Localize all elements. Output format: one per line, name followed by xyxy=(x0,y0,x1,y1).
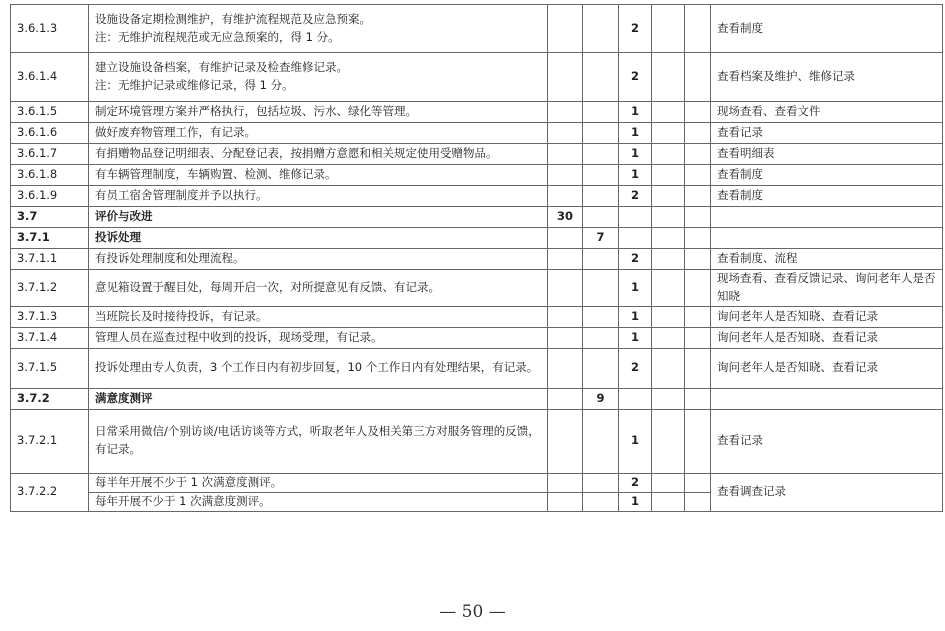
content-line: 评价与改进 xyxy=(95,209,153,224)
score-cell-e xyxy=(685,207,711,228)
table-row xyxy=(11,327,943,348)
table-row xyxy=(11,473,943,492)
method-line: 查看制度 xyxy=(717,188,763,203)
score-cell-d xyxy=(652,228,685,249)
item-content xyxy=(89,53,548,102)
evaluation-method xyxy=(711,186,943,207)
standards-table-container xyxy=(10,4,942,512)
content-line: 有车辆管理制度，车辆购置、检测、维修记录。 xyxy=(95,167,337,182)
score-cell-c: 2 xyxy=(619,186,652,207)
score-cell-a xyxy=(548,409,583,473)
score-cell-a xyxy=(548,5,583,53)
content-line: 满意度测评 xyxy=(95,390,153,405)
item-content xyxy=(89,249,548,270)
method-line: 查看制度、流程 xyxy=(717,251,798,266)
score-cell-a xyxy=(548,249,583,270)
table-row xyxy=(11,249,943,270)
table-body xyxy=(11,5,943,512)
score-cell-a xyxy=(548,165,583,186)
score-cell-e xyxy=(685,144,711,165)
score-cell-c: 1 xyxy=(619,327,652,348)
score-cell-c: 1 xyxy=(619,270,652,307)
item-content xyxy=(89,207,548,228)
item-content xyxy=(89,270,548,307)
score-cell-a xyxy=(548,473,583,492)
score-cell-d xyxy=(652,123,685,144)
score-cell-e xyxy=(685,102,711,123)
method-line: 查看制度 xyxy=(717,20,763,35)
score-cell-e xyxy=(685,327,711,348)
evaluation-method xyxy=(711,270,943,307)
table-row xyxy=(11,5,943,53)
score-cell-c: 1 xyxy=(619,492,652,511)
score-cell-b xyxy=(583,270,619,307)
content-line: 当班院长及时接待投诉，有记录。 xyxy=(95,308,268,323)
score-cell-d xyxy=(652,5,685,53)
item-id: 3.6.1.5 xyxy=(11,102,89,123)
score-cell-d xyxy=(652,144,685,165)
item-id: 3.7 xyxy=(11,207,89,228)
item-content xyxy=(89,102,548,123)
score-cell-b xyxy=(583,327,619,348)
method-line: 查看记录 xyxy=(717,433,763,448)
item-id: 3.7.1.3 xyxy=(11,306,89,327)
score-cell-e xyxy=(685,270,711,307)
score-cell-d xyxy=(652,327,685,348)
item-content xyxy=(89,388,548,409)
evaluation-method xyxy=(711,207,943,228)
score-cell-a xyxy=(548,144,583,165)
score-cell-d xyxy=(652,388,685,409)
method-line: 询问老年人是否知晓、查看记录 xyxy=(717,308,878,323)
score-cell-c: 1 xyxy=(619,123,652,144)
method-line: 现场查看、查看反馈记录、询问老年人是否知晓 xyxy=(717,271,936,303)
content-line: 有捐赠物品登记明细表、分配登记表，按捐赠方意愿和相关规定使用受赠物品。 xyxy=(95,146,498,161)
standards-table xyxy=(10,4,943,512)
score-cell-b xyxy=(583,186,619,207)
content-line: 有员工宿舍管理制度并予以执行。 xyxy=(95,188,268,203)
score-cell-b xyxy=(583,348,619,388)
score-cell-e xyxy=(685,123,711,144)
score-cell-b xyxy=(583,473,619,492)
score-cell-e xyxy=(685,186,711,207)
score-cell-c: 1 xyxy=(619,144,652,165)
score-cell-b: 7 xyxy=(583,228,619,249)
content-line: 意见箱设置于醒目处，每周开启一次，对所提意见有反馈、有记录。 xyxy=(95,279,440,294)
item-content xyxy=(89,327,548,348)
score-cell-d xyxy=(652,473,685,492)
content-line: 建立设施设备档案，有维护记录及检查维修记录。 xyxy=(95,60,348,75)
item-id: 3.7.1.4 xyxy=(11,327,89,348)
item-id: 3.6.1.9 xyxy=(11,186,89,207)
item-content xyxy=(89,306,548,327)
evaluation-method xyxy=(711,165,943,186)
score-cell-d xyxy=(652,186,685,207)
score-cell-a xyxy=(548,186,583,207)
score-cell-e xyxy=(685,249,711,270)
score-cell-e xyxy=(685,165,711,186)
table-row xyxy=(11,144,943,165)
content-line: 日常采用微信/个别访谈/电话访谈等方式，听取老年人及相关第三方对服务管理的反馈，有记录。 xyxy=(95,424,540,457)
score-cell-a xyxy=(548,53,583,102)
method-line: 查看记录 xyxy=(717,125,763,140)
content-line: 有投诉处理制度和处理流程。 xyxy=(95,251,245,266)
evaluation-method xyxy=(711,409,943,473)
method-line: 查看档案及维护、维修记录 xyxy=(717,69,855,84)
score-cell-a xyxy=(548,123,583,144)
score-cell-a xyxy=(548,388,583,409)
method-line: 询问老年人是否知晓、查看记录 xyxy=(717,360,878,375)
content-line: 投诉处理由专人负责，3 个工作日内有初步回复，10 个工作日内有处理结果，有记录。 xyxy=(95,360,539,375)
score-cell-d xyxy=(652,270,685,307)
score-cell-b xyxy=(583,306,619,327)
evaluation-method: 查看调查记录 xyxy=(711,473,943,511)
score-cell-e xyxy=(685,306,711,327)
score-cell-a xyxy=(548,327,583,348)
score-cell-d xyxy=(652,102,685,123)
table-row xyxy=(11,123,943,144)
table-row xyxy=(11,388,943,409)
content-line: 做好废弃物管理工作，有记录。 xyxy=(95,125,256,140)
content-line: 注：无维护记录或维修记录，得 1 分。 xyxy=(95,78,294,92)
score-cell-c xyxy=(619,207,652,228)
score-cell-a xyxy=(548,492,583,511)
table-row xyxy=(11,228,943,249)
score-cell-b: 9 xyxy=(583,388,619,409)
score-cell-c: 2 xyxy=(619,473,652,492)
table-row xyxy=(11,409,943,473)
evaluation-method xyxy=(711,306,943,327)
evaluation-method xyxy=(711,102,943,123)
score-cell-e xyxy=(685,409,711,473)
item-content: 每年开展不少于 1 次满意度测评。 xyxy=(89,492,548,511)
table-row xyxy=(11,270,943,307)
score-cell-c: 1 xyxy=(619,409,652,473)
table-row xyxy=(11,207,943,228)
score-cell-b xyxy=(583,53,619,102)
score-cell-b xyxy=(583,102,619,123)
table-row xyxy=(11,186,943,207)
evaluation-method xyxy=(711,5,943,53)
score-cell-a xyxy=(548,228,583,249)
item-id: 3.6.1.3 xyxy=(11,5,89,53)
item-id: 3.7.1 xyxy=(11,228,89,249)
score-cell-b xyxy=(583,409,619,473)
score-cell-c: 2 xyxy=(619,249,652,270)
score-cell-e xyxy=(685,473,711,492)
score-cell-b xyxy=(583,249,619,270)
score-cell-b xyxy=(583,123,619,144)
item-id: 3.7.1.1 xyxy=(11,249,89,270)
item-id: 3.7.2.1 xyxy=(11,409,89,473)
item-content xyxy=(89,165,548,186)
item-id: 3.6.1.7 xyxy=(11,144,89,165)
score-cell-b xyxy=(583,5,619,53)
item-content xyxy=(89,186,548,207)
content-line: 管理人员在巡查过程中收到的投诉，现场受理，有记录。 xyxy=(95,329,383,344)
score-cell-c xyxy=(619,228,652,249)
item-content: 每半年开展不少于 1 次满意度测评。 xyxy=(89,473,548,492)
method-line: 查看明细表 xyxy=(717,146,775,161)
evaluation-method xyxy=(711,249,943,270)
score-cell-d xyxy=(652,306,685,327)
score-cell-e xyxy=(685,388,711,409)
score-cell-b xyxy=(583,144,619,165)
item-content xyxy=(89,409,548,473)
score-cell-d xyxy=(652,53,685,102)
score-cell-a: 30 xyxy=(548,207,583,228)
score-cell-e xyxy=(685,53,711,102)
item-id: 3.6.1.4 xyxy=(11,53,89,102)
item-content xyxy=(89,228,548,249)
score-cell-c xyxy=(619,388,652,409)
score-cell-d xyxy=(652,249,685,270)
score-cell-b xyxy=(583,492,619,511)
evaluation-method xyxy=(711,388,943,409)
score-cell-e xyxy=(685,348,711,388)
score-cell-b xyxy=(583,165,619,186)
score-cell-a xyxy=(548,102,583,123)
item-id: 3.7.1.5 xyxy=(11,348,89,388)
score-cell-e xyxy=(685,5,711,53)
evaluation-method xyxy=(711,228,943,249)
score-cell-a xyxy=(548,270,583,307)
score-cell-c: 1 xyxy=(619,306,652,327)
item-id: 3.6.1.8 xyxy=(11,165,89,186)
item-id: 3.6.1.6 xyxy=(11,123,89,144)
score-cell-d xyxy=(652,207,685,228)
item-content xyxy=(89,144,548,165)
evaluation-method xyxy=(711,53,943,102)
table-row xyxy=(11,102,943,123)
table-row xyxy=(11,348,943,388)
method-line: 现场查看、查看文件 xyxy=(717,104,821,119)
score-cell-c: 2 xyxy=(619,348,652,388)
content-line: 制定环境管理方案并严格执行，包括垃圾、污水、绿化等管理。 xyxy=(95,104,417,119)
score-cell-d xyxy=(652,165,685,186)
evaluation-method xyxy=(711,348,943,388)
method-line: 查看制度 xyxy=(717,167,763,182)
evaluation-method xyxy=(711,123,943,144)
item-content xyxy=(89,5,548,53)
score-cell-a xyxy=(548,348,583,388)
score-cell-c: 1 xyxy=(619,165,652,186)
score-cell-d xyxy=(652,409,685,473)
score-cell-c: 1 xyxy=(619,102,652,123)
score-cell-e xyxy=(685,228,711,249)
score-cell-c: 2 xyxy=(619,5,652,53)
table-row xyxy=(11,306,943,327)
item-id: 3.7.2 xyxy=(11,388,89,409)
table-row xyxy=(11,53,943,102)
score-cell-a xyxy=(548,306,583,327)
score-cell-e xyxy=(685,492,711,511)
item-content xyxy=(89,348,548,388)
evaluation-method xyxy=(711,327,943,348)
page-number: — 50 — xyxy=(439,602,506,622)
item-id: 3.7.2.2 xyxy=(11,473,89,511)
score-cell-d xyxy=(652,348,685,388)
content-line: 设施设备定期检测维护，有维护流程规范及应急预案。 xyxy=(95,11,371,26)
item-id: 3.7.1.2 xyxy=(11,270,89,307)
item-content xyxy=(89,123,548,144)
method-line: 询问老年人是否知晓、查看记录 xyxy=(717,329,878,344)
score-cell-b xyxy=(583,207,619,228)
score-cell-c: 2 xyxy=(619,53,652,102)
content-line: 投诉处理 xyxy=(95,230,141,245)
evaluation-method xyxy=(711,144,943,165)
score-cell-d xyxy=(652,492,685,511)
content-line: 注：无维护流程规范或无应急预案的，得 1 分。 xyxy=(95,29,340,44)
table-row xyxy=(11,165,943,186)
